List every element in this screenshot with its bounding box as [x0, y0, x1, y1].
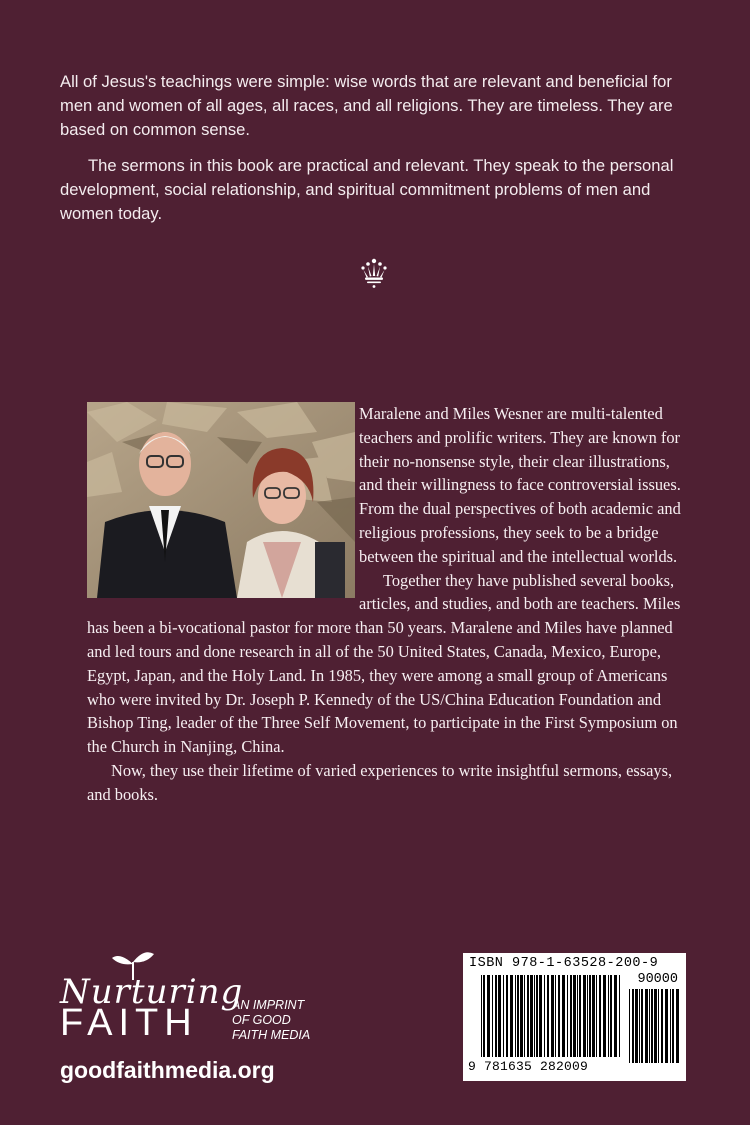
barcode-bar — [539, 975, 542, 1057]
barcode-bar — [589, 975, 591, 1057]
barcode-bar — [483, 975, 485, 1057]
barcode-bar — [592, 975, 595, 1057]
barcode-bar — [665, 989, 668, 1063]
barcode-bar — [570, 975, 572, 1057]
barcode-bar — [534, 975, 535, 1057]
barcode-bar — [672, 989, 674, 1063]
barcode-bar — [544, 975, 545, 1057]
isbn-barcode — [463, 953, 686, 1081]
barcode-bar — [649, 989, 650, 1063]
logo-word-top: Nurturing — [60, 972, 244, 1012]
imprint-line: FAITH MEDIA — [232, 1028, 311, 1042]
barcode-bar — [661, 989, 663, 1063]
photo-spacer — [87, 402, 359, 598]
barcode-bar — [510, 975, 513, 1057]
barcode-bar — [530, 975, 533, 1057]
barcode-bar — [603, 975, 606, 1057]
barcode-bar — [587, 975, 588, 1057]
barcode-bar — [562, 975, 565, 1057]
barcode-bar — [641, 989, 643, 1063]
barcode-bar — [481, 975, 482, 1057]
barcode-bar — [632, 989, 634, 1063]
barcode-bar — [639, 989, 640, 1063]
barcode-bar — [608, 975, 609, 1057]
imprint-line: AN IMPRINT — [232, 998, 305, 1012]
barcode-bar — [527, 975, 529, 1057]
publisher-website[interactable]: goodfaithmedia.org — [60, 1057, 275, 1083]
barcode-bar — [498, 975, 501, 1057]
crown-ornament-icon — [359, 258, 389, 290]
barcode-bar — [596, 975, 597, 1057]
barcode-bar — [558, 975, 560, 1057]
barcode-bar — [551, 975, 554, 1057]
barcode-bar — [547, 975, 549, 1057]
barcode-bar — [495, 975, 497, 1057]
barcode-bar — [524, 975, 525, 1057]
barcode-bar — [599, 975, 601, 1057]
barcode-bar — [536, 975, 538, 1057]
bio-paragraph: Maralene and Miles Wesner are multi-talented teachers and prolific writers. They are known for their no-nonsense style, their clear illustrations, and their willingness to face controversial issues. From the dual perspectives of both academic and religious professions, they seek to be a bridge between the spiritual and the intellectual worlds. — [359, 404, 681, 566]
bio-paragraph: Now, they use their lifetime of varied experiences to write insightful sermons, essays, and books. — [87, 760, 673, 804]
barcode-bar — [645, 989, 648, 1063]
barcode-bar — [517, 975, 519, 1057]
barcode-bar — [610, 975, 612, 1057]
barcode-bar — [635, 989, 638, 1063]
barcode-bar — [515, 975, 516, 1057]
addon-text: 90000 — [637, 972, 678, 987]
publisher-logo — [60, 950, 330, 1090]
imprint-line: OF GOOD — [232, 1013, 291, 1027]
barcode-bar — [676, 989, 679, 1063]
imprint-label — [232, 998, 332, 1043]
intro-paragraph: The sermons in this book are practical and relevant. They speak to the personal development, social relationship, and spiritual commitment problems of men and women today. — [60, 156, 674, 223]
barcode-bar — [654, 989, 657, 1063]
barcode-bar — [555, 975, 556, 1057]
barcode-bar — [492, 975, 493, 1057]
isbn-text: ISBN 978-1-63528-200-9 — [469, 956, 659, 971]
bio-paragraph: Together they have published several books, articles, and studies, and both are teachers. Miles has been a bi-vocational pastor for more than 50 years. Maralene and Miles have planned and led tours and done research in all of the 50 United States, Canada, Mexico, Europe, Egypt, Japan, and the Holy Land. In 1985, they were among a small group of Americans who were invited by Dr. Joseph P. Kennedy of the US/China Education Foundation and Bishop Ting, leader of the Three Self Movement, to participate in the First Symposium on the Church in Nanjing, China. — [87, 570, 681, 757]
intro-paragraph: All of Jesus's teachings were simple: wise words that are relevant and beneficial for men and women of all ages, all races, and all religions. They are timeless. They are based on common sense. — [60, 72, 673, 139]
barcode-bar — [579, 975, 581, 1057]
barcode-bar — [614, 975, 617, 1057]
logo-word-bottom: FAITH — [60, 1002, 198, 1044]
barcode-bar — [573, 975, 576, 1057]
barcode-bar — [503, 975, 504, 1057]
barcode-bar — [567, 975, 568, 1057]
barcode-bar — [577, 975, 578, 1057]
barcode-bar — [658, 989, 659, 1063]
barcode-bar — [619, 975, 620, 1057]
barcode-bar — [629, 989, 630, 1063]
barcode-bar — [487, 975, 490, 1057]
barcode-bar — [520, 975, 523, 1057]
barcode-bar — [651, 989, 653, 1063]
intro-text — [60, 70, 692, 238]
barcode-bar — [583, 975, 586, 1057]
author-bio — [87, 402, 695, 807]
barcode-bar — [506, 975, 508, 1057]
barcode-digits: 9 781635 282009 — [468, 1059, 589, 1074]
barcode-bar — [670, 989, 671, 1063]
